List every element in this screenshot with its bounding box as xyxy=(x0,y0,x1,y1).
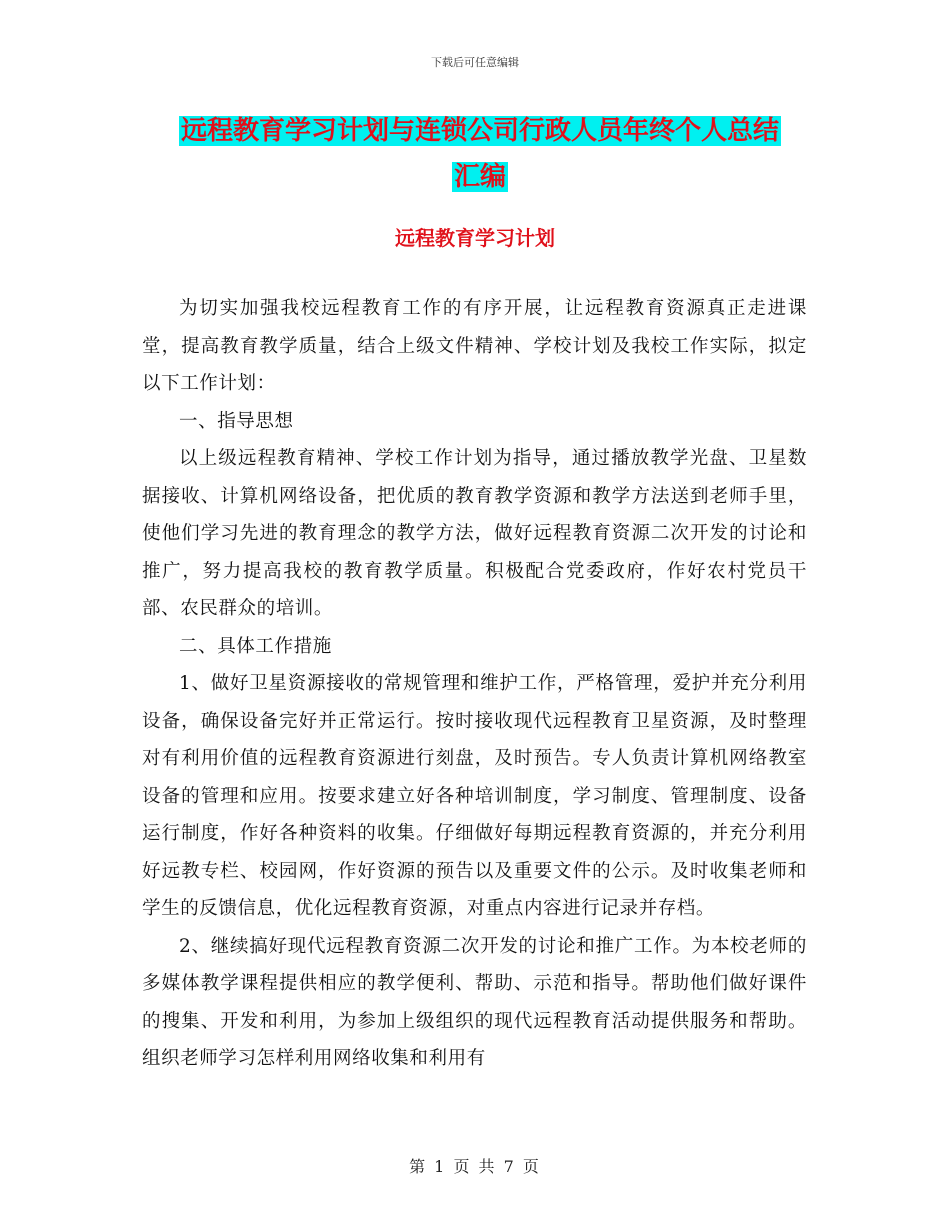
document-title xyxy=(140,108,820,200)
paragraph-measure-2: 2、继续搞好现代远程教育资源二次开发的讨论和推广工作。为本校老师的多媒体教学课程提供相应的教学便利、帮助、示范和指导。帮助他们做好课件的搜集、开发和利用，为参加上级组织的现代远程教育活动提供服务和帮助。组织老师学习怎样利用网络收集和利用有 xyxy=(142,935,807,1069)
paragraph-guiding-ideology: 以上级远程教育精神、学校工作计划为指导，通过播放教学光盘、卫星数据接收、计算机网络设备，把优质的教育教学资源和教学方法送到老师手里，使他们学习先进的教育理念的教学方法，做好远程教育资源二次开发的讨论和推广，努力提高我校的教育教学质量。积极配合党委政府，作好农村党员干部、农民群众的培训。 xyxy=(142,448,807,619)
paragraph-intro: 为切实加强我校远程教育工作的有序开展，让远程教育资源真正走进课堂，提高教育教学质量，结合上级文件精神、学校计划及我校工作实际，拟定以下工作计划： xyxy=(142,298,807,394)
paragraph-measure-1: 1、做好卫星资源接收的常规管理和维护工作，严格管理，爱护并充分利用设备，确保设备完好并正常运行。按时接收现代远程教育卫星资源，及时整理对有利用价值的远程教育资源进行刻盘，及时预告。专人负责计算机网络教室设备的管理和应用。按要求建立好各种培训制度，学习制度、管理制度、设备运行制度，作好各种资料的收集。仔细做好每期远程教育资源的，并充分利用好远教专栏、校园网，作好资源的预告以及重要文件的公示。及时收集老师和学生的反馈信息，优化远程教育资源，对重点内容进行记录并存档。 xyxy=(142,673,807,919)
section-title: 远程教育学习计划 xyxy=(395,226,555,250)
document-title-line-2: 汇编 xyxy=(453,162,506,192)
heading-work-measures: 二、具体工作措施 xyxy=(179,635,332,657)
page-number: 第 1 页 共 7 页 xyxy=(409,1157,541,1176)
document-title-line-1: 远程教育学习计划与连锁公司行政人员年终个人总结 xyxy=(180,116,779,146)
heading-guiding-ideology: 一、指导思想 xyxy=(179,410,294,432)
document-body xyxy=(142,290,807,1078)
page-header-note: 下载后可任意编辑 xyxy=(431,56,519,69)
